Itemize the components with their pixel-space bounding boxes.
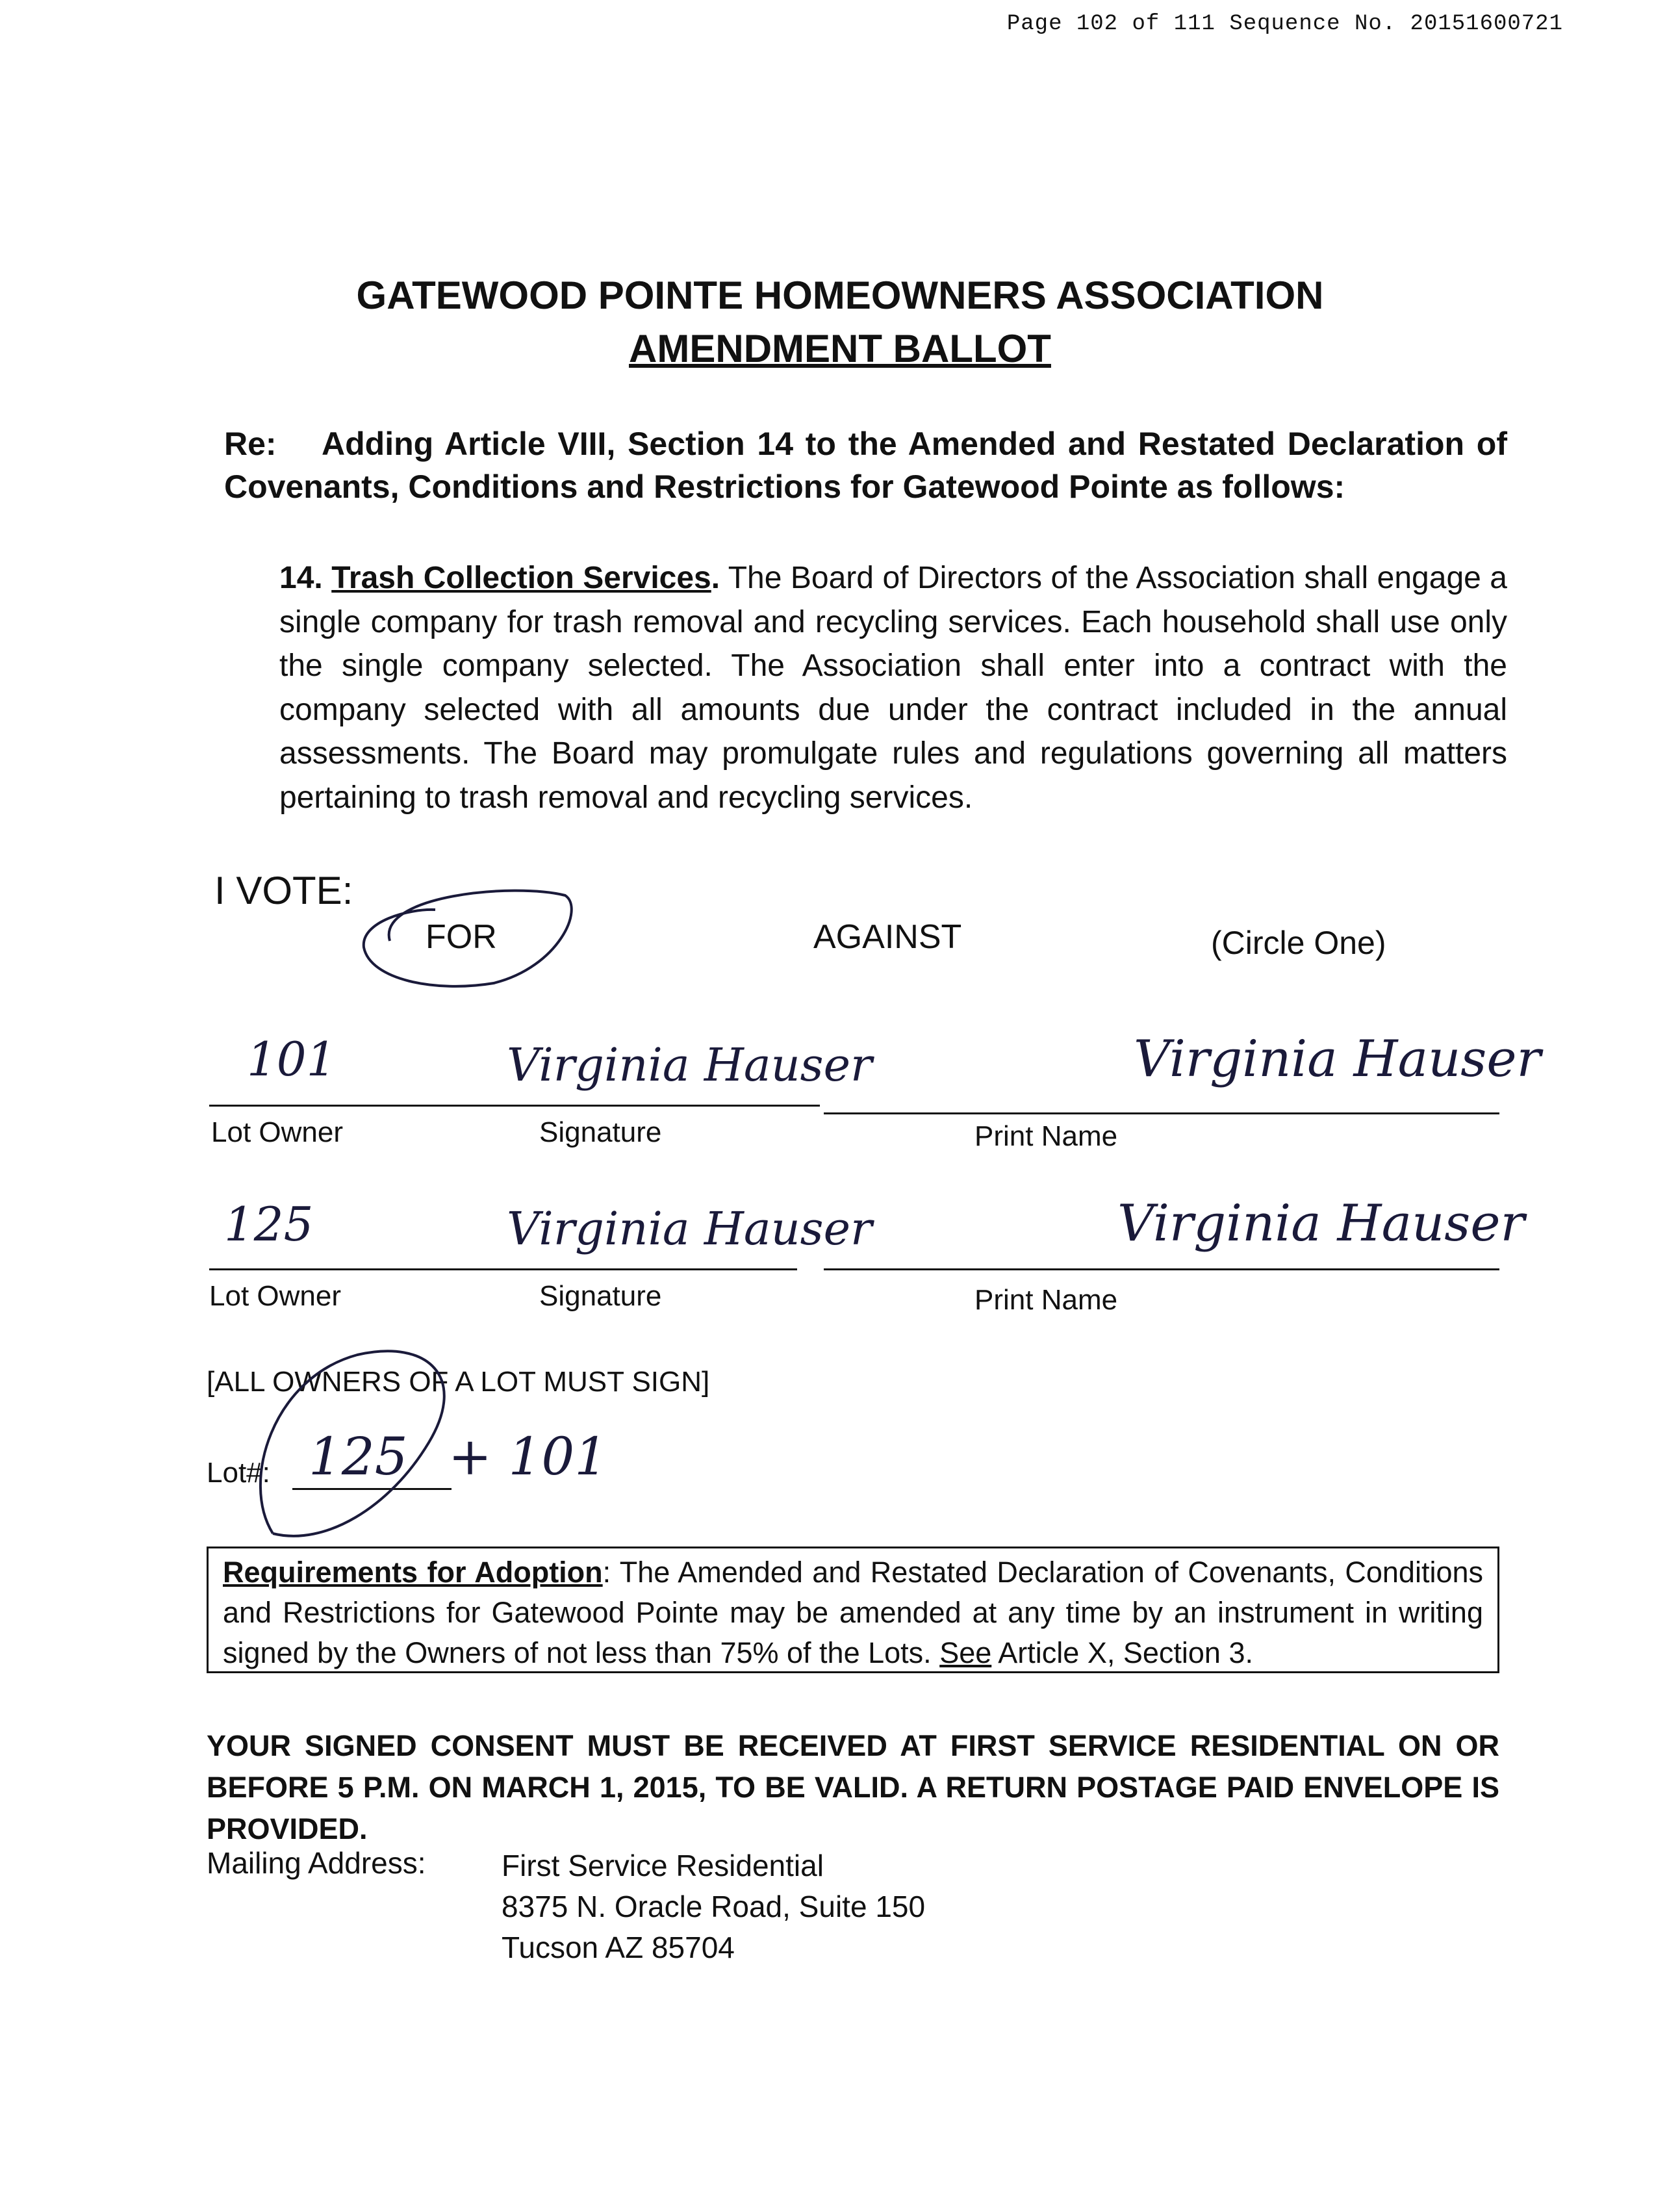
all-owners-note: [ALL OWNERS OF A LOT MUST SIGN] [207, 1366, 710, 1398]
vote-option-for[interactable]: FOR [426, 918, 497, 956]
deadline-notice: YOUR SIGNED CONSENT MUST BE RECEIVED AT FIRST SERVICE RESIDENTIAL ON OR BEFORE 5 P.M. ON MARCH 1, 2015, TO BE VALID. A RETURN POSTAGE PAID ENVELOPE IS PROVIDED. [207, 1729, 1499, 1845]
owner1-signature: Virginia Hauser [507, 1038, 872, 1092]
owner2-signature-line [209, 1268, 797, 1270]
requirements-body: The Amended and Restated Declaration of Covenants, Conditions and Restrictions for Gatewood Pointe may be amended at any time by an instrument in writing signed by the Owners of not less than 75% of the Lots. [223, 1556, 1484, 1669]
requirements-heading: Requirements for Adoption [223, 1556, 603, 1589]
vote-label: I VOTE: [214, 869, 353, 912]
re-paragraph [224, 422, 1507, 508]
re-text: Adding Article VIII, Section 14 to the Amended and Restated Declaration of Covenants, Conditions and Restrictions for Gatewood Pointe as follows: [224, 426, 1507, 505]
owner2-print-label: Print Name [974, 1284, 1118, 1316]
owner1-print-line [824, 1112, 1499, 1114]
owner1-lot-label: Lot Owner [211, 1116, 343, 1148]
requirements-box [207, 1547, 1499, 1673]
amendment-heading: Trash Collection Services [331, 561, 711, 595]
owner1-signature-label: Signature [539, 1116, 662, 1148]
owner1-print-name-handwritten: Virginia Hauser [1134, 1030, 1541, 1088]
page-sequence-header: Page 102 of 111 Sequence No. 20151600721 [1006, 12, 1563, 36]
amendment-heading-period: . [711, 561, 720, 595]
amendment-number: 14. [279, 561, 323, 595]
mailing-address-line: First Service Residential [502, 1849, 824, 1882]
amendment-body: The Board of Directors of the Association shall engage a single company for trash removal and recycling services. Each household shall use only the single company selected. The Association shall enter into a contract with the company selected with all amounts due under the contract included in the annual assessments. The Board may promulgate rules and regulations governing all matters pertaining to trash removal and recycling services. [279, 561, 1507, 815]
lot-circle-mark [234, 1339, 507, 1560]
owner2-signature-label: Signature [539, 1280, 662, 1312]
re-label: Re: [224, 426, 277, 462]
ballot-title-text: AMENDMENT BALLOT [629, 327, 1051, 370]
mailing-address-line: 8375 N. Oracle Road, Suite 150 [502, 1890, 926, 1923]
lot-number-handwritten-extra: + 101 [448, 1426, 608, 1487]
owner2-print-name-handwritten: Virginia Hauser [1117, 1194, 1525, 1253]
owner1-signature-line [209, 1105, 820, 1107]
vote-circle-mark [351, 869, 585, 999]
association-title: GATEWOOD POINTE HOMEOWNERS ASSOCIATION [356, 274, 1324, 317]
mailing-address-line: Tucson AZ 85704 [502, 1931, 735, 1964]
requirements-see: See [939, 1636, 992, 1669]
mailing-address-label: Mailing Address: [207, 1846, 426, 1880]
ballot-title [0, 326, 1680, 371]
owner1-lot-handwritten: 101 [247, 1032, 337, 1086]
owner2-print-line [824, 1268, 1499, 1270]
lot-number-label: Lot#: [207, 1457, 270, 1489]
mailing-address [502, 1845, 925, 1968]
requirements-reference: Article X, Section 3. [998, 1636, 1253, 1669]
requirements-colon: : [602, 1556, 620, 1589]
owner2-lot-label: Lot Owner [209, 1280, 341, 1312]
owner1-print-label: Print Name [974, 1120, 1118, 1152]
owner2-lot-handwritten: 125 [224, 1197, 314, 1252]
circle-one-instruction: (Circle One) [1211, 925, 1386, 961]
owner2-signature: Virginia Hauser [507, 1202, 872, 1255]
amendment-paragraph [279, 556, 1507, 819]
lot-number-handwritten: 125 [309, 1426, 408, 1487]
vote-option-against[interactable]: AGAINST [813, 918, 962, 956]
